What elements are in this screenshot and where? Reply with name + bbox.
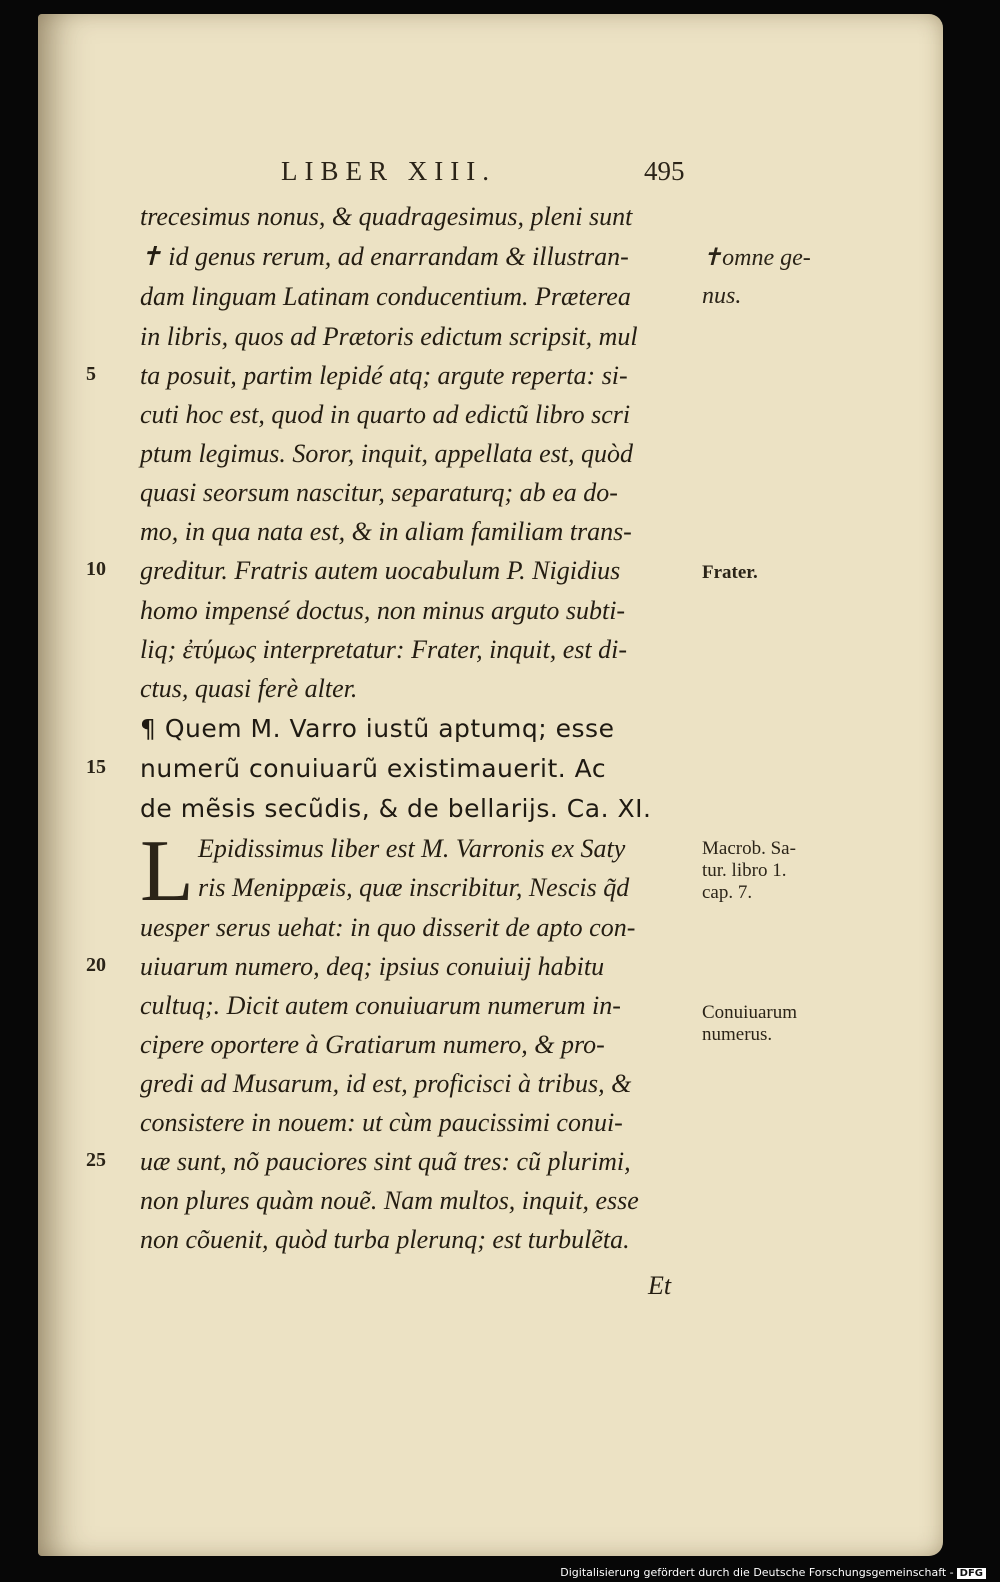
text-line-2: ✝ id genus rerum, ad enarrandam & illustran- <box>140 242 629 271</box>
marginal-macrob-1: Macrob. Sa- <box>702 838 796 859</box>
credit-text: Digitalisierung gefördert durch die Deutsche Forschungsgemeinschaft - <box>560 1566 954 1579</box>
dfg-logo: DFG <box>957 1568 986 1579</box>
text-line-1: trecesimus nonus, & quadragesimus, pleni sunt <box>140 202 633 231</box>
text-line-19: uesper serus uehat: in quo disserit de apto con- <box>140 913 636 942</box>
running-head: LIBER XIII. <box>281 156 496 186</box>
digitization-credit <box>560 1566 986 1579</box>
text-line-6: cuti hoc est, quod in quarto ad edictũ libro scri <box>140 400 631 429</box>
marginal-macrob-3: cap. 7. <box>702 882 753 903</box>
marginal-conuiuarum-1: Conuiuarum <box>702 1002 797 1023</box>
text-line-8: quasi seorsum nascitur, separaturq; ab ea do- <box>140 478 618 507</box>
text-line-3: dam linguam Latinam conducentium. Præterea <box>140 282 631 311</box>
marginal-macrob-2: tur. libro 1. <box>702 860 787 881</box>
line-number-10: 10 <box>86 558 106 580</box>
page-number: 495 <box>644 156 685 186</box>
text-line-10: greditur. Fratris autem uocabulum P. Nigidius <box>140 556 621 585</box>
chapter-heading-line-3: de mẽsis secũdis, & de bellarijs. Ca. XI. <box>140 794 652 823</box>
chapter-heading-line-2: numerũ conuiuarũ existimauerit. Ac <box>140 754 607 783</box>
marginal-frater: Frater. <box>702 562 758 583</box>
marginal-omne-genus-1: ✝omne ge- <box>702 245 811 271</box>
text-line-26: non plures quàm nouẽ. Nam multos, inquit, esse <box>140 1186 639 1215</box>
text-line-12: liq; ἐτύμως interpretatur: Frater, inquit, est di- <box>140 635 628 664</box>
text-line-21: cultuq;. Dicit autem conuiuarum numerum in- <box>140 991 621 1020</box>
text-line-24: consistere in nouem: ut cùm paucissimi conui- <box>140 1108 623 1137</box>
catchword: Et <box>648 1271 672 1300</box>
drop-initial: L <box>140 823 194 920</box>
text-line-17: Epidissimus liber est M. Varronis ex Saty <box>198 834 626 863</box>
marginal-omne-genus-2: nus. <box>702 283 742 309</box>
line-number-25: 25 <box>86 1149 106 1171</box>
text-line-25: uæ sunt, nõ pauciores sint quã tres: cũ plurimi, <box>140 1147 631 1176</box>
text-line-18: ris Menippæis, quæ inscribitur, Nescis q̃d <box>198 873 630 902</box>
text-line-5: ta posuit, partim lepidé atq; argute reperta: si- <box>140 361 628 390</box>
text-line-13: ctus, quasi ferè alter. <box>140 674 358 703</box>
line-number-15: 15 <box>86 756 106 778</box>
line-number-5: 5 <box>86 363 96 385</box>
text-line-4: in libris, quos ad Prætoris edictum scripsit, mul <box>140 322 638 351</box>
text-line-11: homo impensé doctus, non minus arguto subti- <box>140 596 626 625</box>
marginal-conuiuarum-2: numerus. <box>702 1024 773 1045</box>
book-page <box>38 14 943 1556</box>
chapter-heading-line-1: ¶ Quem M. Varro iustũ aptumq; esse <box>140 714 615 743</box>
line-number-20: 20 <box>86 954 106 976</box>
text-line-9: mo, in qua nata est, & in aliam familiam trans- <box>140 517 632 546</box>
text-line-27: non cõuenit, quòd turba plerunq; est turbulẽta. <box>140 1225 630 1254</box>
text-line-22: cipere oportere à Gratiarum numero, & pro- <box>140 1030 605 1059</box>
text-line-23: gredi ad Musarum, id est, proficisci à tribus, & <box>140 1069 632 1098</box>
text-line-7: ptum legimus. Soror, inquit, appellata est, quòd <box>140 439 634 468</box>
text-line-20: uiuarum numero, deq; ipsius conuiuij habitu <box>140 952 605 981</box>
